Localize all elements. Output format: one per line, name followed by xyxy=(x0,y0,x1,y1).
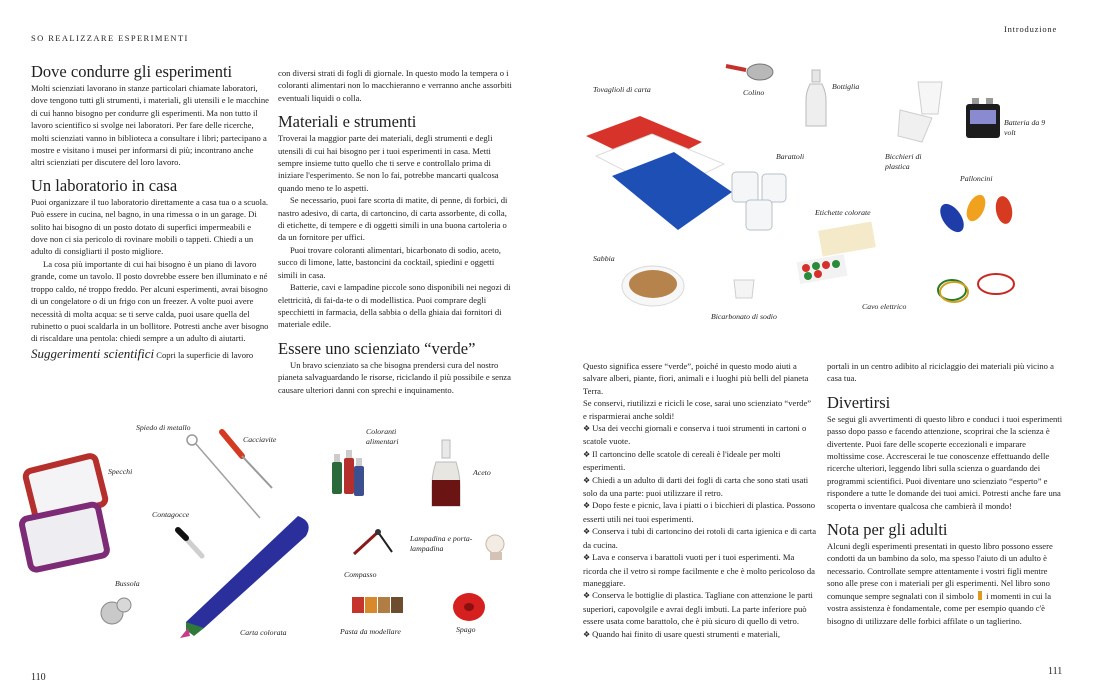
bussola-photo xyxy=(98,595,136,631)
battery-photo xyxy=(964,96,1004,140)
bicarbonate-photo xyxy=(730,274,758,302)
labels-photo xyxy=(818,222,878,256)
bullet-mark-icon: ❖ xyxy=(583,591,591,601)
recycle-tip-text: Lava e conserva i barattoli vuoti per i tuoi esperimenti. Ma ricorda che il vetro si rompe facilmente e che è molto pericoloso da maneggiare. xyxy=(583,552,815,588)
paragraph-adults-b: i momenti in cui la vostra assistenza è fondamentale, come per esempio quando c'è bisogno di utilizzare delle forbici affilate o un taglierino. xyxy=(827,590,1052,626)
paragraph-home-lab-1: Puoi organizzare il tuo laboratorio direttamente a casa tua o a scuola. Può essere in cucina, nel bagno, in una rimessa o in un garage. Di solito hai bisogno di un posto dotato di superfici impermeabili e dove non ci sia pericolo di rovinare mobili o tappeti. Chiedi a un adulto di consigliarti il posto migliore. xyxy=(31,196,269,257)
label-pasta: Pasta da modellare xyxy=(340,627,401,636)
heading-where: Dove condurre gli esperimenti xyxy=(31,62,233,81)
bullet-mark-icon: ❖ xyxy=(583,475,591,485)
bullet-mark-icon: ❖ xyxy=(583,424,591,434)
recycle-tip-text: Il cartoncino delle scatole di cereali è l'ideale per molti esperimenti. xyxy=(583,448,781,473)
compass-tool-photo xyxy=(348,520,394,560)
label-carta-colorata: Carta colorata xyxy=(240,628,287,637)
label-palloncini: Palloncini xyxy=(960,174,993,183)
recycle-tip-item xyxy=(583,628,817,641)
bottle-photo xyxy=(804,70,828,128)
paragraph-home-lab-2: La cosa più importante di cui hai bisogno è un piano di lavoro grande, come un tavolo. Il posto dovrebbe essere ben illuminato e né troppo caldo, né troppo freddo. Per alcuni esperimenti, avrai bisogno di un congelatore o di un frigo con un freezer. A volte puoi avere necessità di molta acqua: se ti serve calda, puoi usare quella del rubinetto o puoi scaldarla in un bollitore. Potresti anche aver bisogno di riscaldare una pentola: chiedi sempre a un adulto di aiutarti. xyxy=(31,258,269,344)
bullet-mark-icon: ❖ xyxy=(583,629,591,639)
recycle-tip-item xyxy=(583,589,817,627)
colored-paper-photo xyxy=(168,510,318,640)
string-photo xyxy=(450,590,490,624)
heading-materials: Materiali e strumenti xyxy=(278,112,417,132)
label-batteria: Batteria da 9 volt xyxy=(1004,118,1046,137)
label-bussola: Bussola xyxy=(115,579,140,588)
jars-photo xyxy=(728,168,792,234)
recycle-tip-item xyxy=(583,551,817,589)
cups-photo xyxy=(892,80,954,144)
label-compasso: Compasso xyxy=(344,570,377,579)
recycle-tip-item xyxy=(583,525,817,551)
sieve-photo xyxy=(724,60,776,84)
heading-home-lab: Un laboratorio in casa xyxy=(31,175,178,195)
bullet-mark-icon: ❖ xyxy=(583,553,591,563)
recycle-tip-item xyxy=(583,474,817,500)
page-number-right: 111 xyxy=(1048,666,1063,677)
heading-tips: Suggerimenti scientifici xyxy=(31,345,155,361)
bullet-mark-icon: ❖ xyxy=(583,449,591,459)
label-bottiglia: Bottiglia xyxy=(832,82,860,91)
left-column-1 xyxy=(31,62,269,361)
label-spago: Spago xyxy=(456,625,476,634)
modeling-clay-photo xyxy=(352,595,404,615)
bullet-mark-icon: ❖ xyxy=(583,501,591,511)
paragraph-tips-cont: con diversi strati di fogli di giornale. In questo modo la tempera o i coloranti alimentari non lo macchieranno e verranno anche assorbiti eventuali liquidi o colla. xyxy=(278,68,512,103)
bullet-mark-icon: ❖ xyxy=(583,527,591,537)
warning-symbol-icon xyxy=(978,591,982,600)
heading-adults: Nota per gli adulti xyxy=(827,520,948,540)
left-column-2 xyxy=(278,67,513,396)
paragraph-materials-1: Troverai la maggior parte dei materiali, degli strumenti e degli utensili di cui hai bisogno per i tuoi esperimenti in casa. Metti sempre insieme tutto quello che ti serve e controllalo prima di iniziare l'esperimento. Se non lo fai, potrebbe mancarti qualcosa quando meno te lo aspetti. xyxy=(278,133,499,193)
running-head-right: Introduzione xyxy=(1004,24,1058,34)
page-number-left: 110 xyxy=(31,672,46,683)
recycle-tip-text: Usa dei vecchi giornali e conserva i tuoi strumenti in cartoni o scatole vuote. xyxy=(583,423,807,447)
sand-photo xyxy=(620,262,686,308)
label-tovaglioli: Tovaglioli di carta xyxy=(593,85,651,94)
label-cacciavite: Cacciavite xyxy=(243,435,277,444)
paragraph-tips-start: Copri la superficie di lavoro xyxy=(156,349,254,360)
recycle-tip-text: Quando hai finito di usare questi strumenti e materiali, xyxy=(592,628,780,639)
napkins-photo xyxy=(582,112,734,236)
label-bicchieri: Bicchieri di plastica xyxy=(885,152,922,171)
colored-dots-photo xyxy=(796,256,848,282)
paragraph-green: Un bravo scienziato sa che bisogna prendersi cura del nostro pianeta salvaguardando le risorse, riciclando il più possibile e senza causare ulteriori danni con sprechi e inquinamento. xyxy=(278,359,511,395)
label-coloranti: Coloranti alimentari xyxy=(366,427,399,446)
label-colino: Colino xyxy=(743,88,765,97)
recycle-tip-text: Conserva i tubi di cartoncino dei rotoli di carta igienica e di carta da cucina. xyxy=(583,526,817,550)
recycle-tip-item xyxy=(583,448,817,474)
mirrors-photo xyxy=(20,455,120,567)
paragraph-adults-a: Alcuni degli esperimenti presentati in questo libro possono essere condotti da un bambino da solo, ma spesso l'aiuto di un adulto è necessario. Controllate sempre attentamente i vostri figli mentre sono alle prese con i materiali per gli esperimenti. Nel libro sono comunque sempre segnalati con il simbolo xyxy=(827,541,1053,601)
recycle-tip-item xyxy=(583,422,817,448)
right-column-1 xyxy=(583,360,817,641)
label-etichette: Etichette colorate xyxy=(815,208,871,217)
label-bicarbonato: Bicarbonato di sodio xyxy=(711,312,777,321)
label-aceto: Aceto xyxy=(473,468,491,477)
paragraph-materials-3: Puoi trovare coloranti alimentari, bicarbonato di sodio, aceto, succo di limone, latte, bastoncini da cocktail, spiedini e oggetti simili in casa. xyxy=(278,244,501,280)
paragraph-where: Molti scienziati lavorano in stanze particolari chiamate laboratori, dove tengono tutti gli strumenti, i materiali, gli utensili e le macchine di cui hanno bisogno per condurre gli esperimenti. Ma non tutto il lavoro scientifico si svolge nei laboratori. Per fare delle ricerche, molti scienziati vanno in biblioteca a consultare i libri; partecipano a mostre e visitano i musei per informarsi di più; incontrano anche altri scienziati per discutere del loro lavoro. xyxy=(31,83,269,168)
label-contagocce: Contagocce xyxy=(152,510,190,519)
balloons-photo xyxy=(936,192,1028,238)
recycle-tip-item xyxy=(583,499,817,525)
recycle-tip-text: Conserva le bottiglie di plastica. Tagliane con attenzione le parti superiori, capovolgile e avrai degli imbuti. La parte inferiore può essere usata come barattolo, che è più sicuro di quello di vetro. xyxy=(583,590,813,627)
label-barattoli: Barattoli xyxy=(776,152,805,161)
recycle-tip-text: Dopo feste e picnic, lava i piatti o i bicchieri di plastica. Possono esserti utili nei tuoi esperimenti. xyxy=(583,500,816,524)
paragraph-materials-4: Batterie, cavi e lampadine piccole sono disponibili nei negozi di elettricità, di fai-da-te o di modellistica. Puoi comprare degli specchietti in farmacia, della sabbia o della ghiaia dai fornitori di materiale edile. xyxy=(278,282,511,330)
label-sabbia: Sabbia xyxy=(593,254,615,263)
wire-photo xyxy=(930,268,1018,308)
paragraph-fun: Se segui gli avvertimenti di questo libro e conduci i tuoi esperimenti passo dopo passo e facendo attenzione, scoprirai che la scienza è divertente. Puoi fare delle scoperte eccezionali e imparare moltissime cose. Accrescerai le tue conoscenze effettuando delle ricerche ulteriori, leggendo libri sulla scienza o guardando dei programmi scientifici. Puoi diventare uno scienziato “esperto” e rispondere a tutte le domande dei tuoi amici. Potresti anche fare una scoperta o inventare qualcosa che cambierà il mondo! xyxy=(827,413,1063,511)
recycle-tip-text: Chiedi a un adulto di darti dei fogli di carta che sono stati usati solo da una parte: puoi utilizzare il retro. xyxy=(583,474,809,499)
colorants-photo xyxy=(328,440,368,502)
running-head-left: SO REALIZZARE ESPERIMENTI xyxy=(31,33,189,43)
label-spiedo: Spiedo di metallo xyxy=(136,423,191,432)
paragraph-green-cont: Questo significa essere “verde”, poiché in questo modo aiuti a salvare alberi, piante, fiori, animali e i luoghi più belli del pianeta Terra. xyxy=(583,361,809,396)
heading-fun: Divertirsi xyxy=(827,392,891,412)
paragraph-recycle: Se conservi, riutilizzi e ricicli le cose, sarai uno scienziato “verde” e risparmierai anche soldi! xyxy=(583,398,812,421)
heading-green: Essere uno scienziato “verde” xyxy=(278,338,476,358)
paragraph-adults xyxy=(827,540,1064,627)
recycle-tips-list xyxy=(583,422,817,641)
bulb-photo xyxy=(480,530,514,564)
vinegar-photo xyxy=(428,440,464,508)
paragraph-recycling-center: portali in un centro adibito al riciclaggio dei materiali più vicino a casa tua. xyxy=(827,361,1054,384)
label-cavo: Cavo elettrico xyxy=(862,302,907,311)
right-column-2 xyxy=(827,360,1064,627)
label-lampadina: Lampadina e porta-lampadina xyxy=(410,534,473,553)
paragraph-materials-2: Se necessario, puoi fare scorta di matite, di penne, di forbici, di nastro adesivo, di carta, di cartoncino, di carta assorbente, di colla, di etichette, di tempere e di oggetti simili in una buona cartoleria o da un fornitore per uffici. xyxy=(278,195,508,243)
label-specchi: Specchi xyxy=(108,467,133,476)
